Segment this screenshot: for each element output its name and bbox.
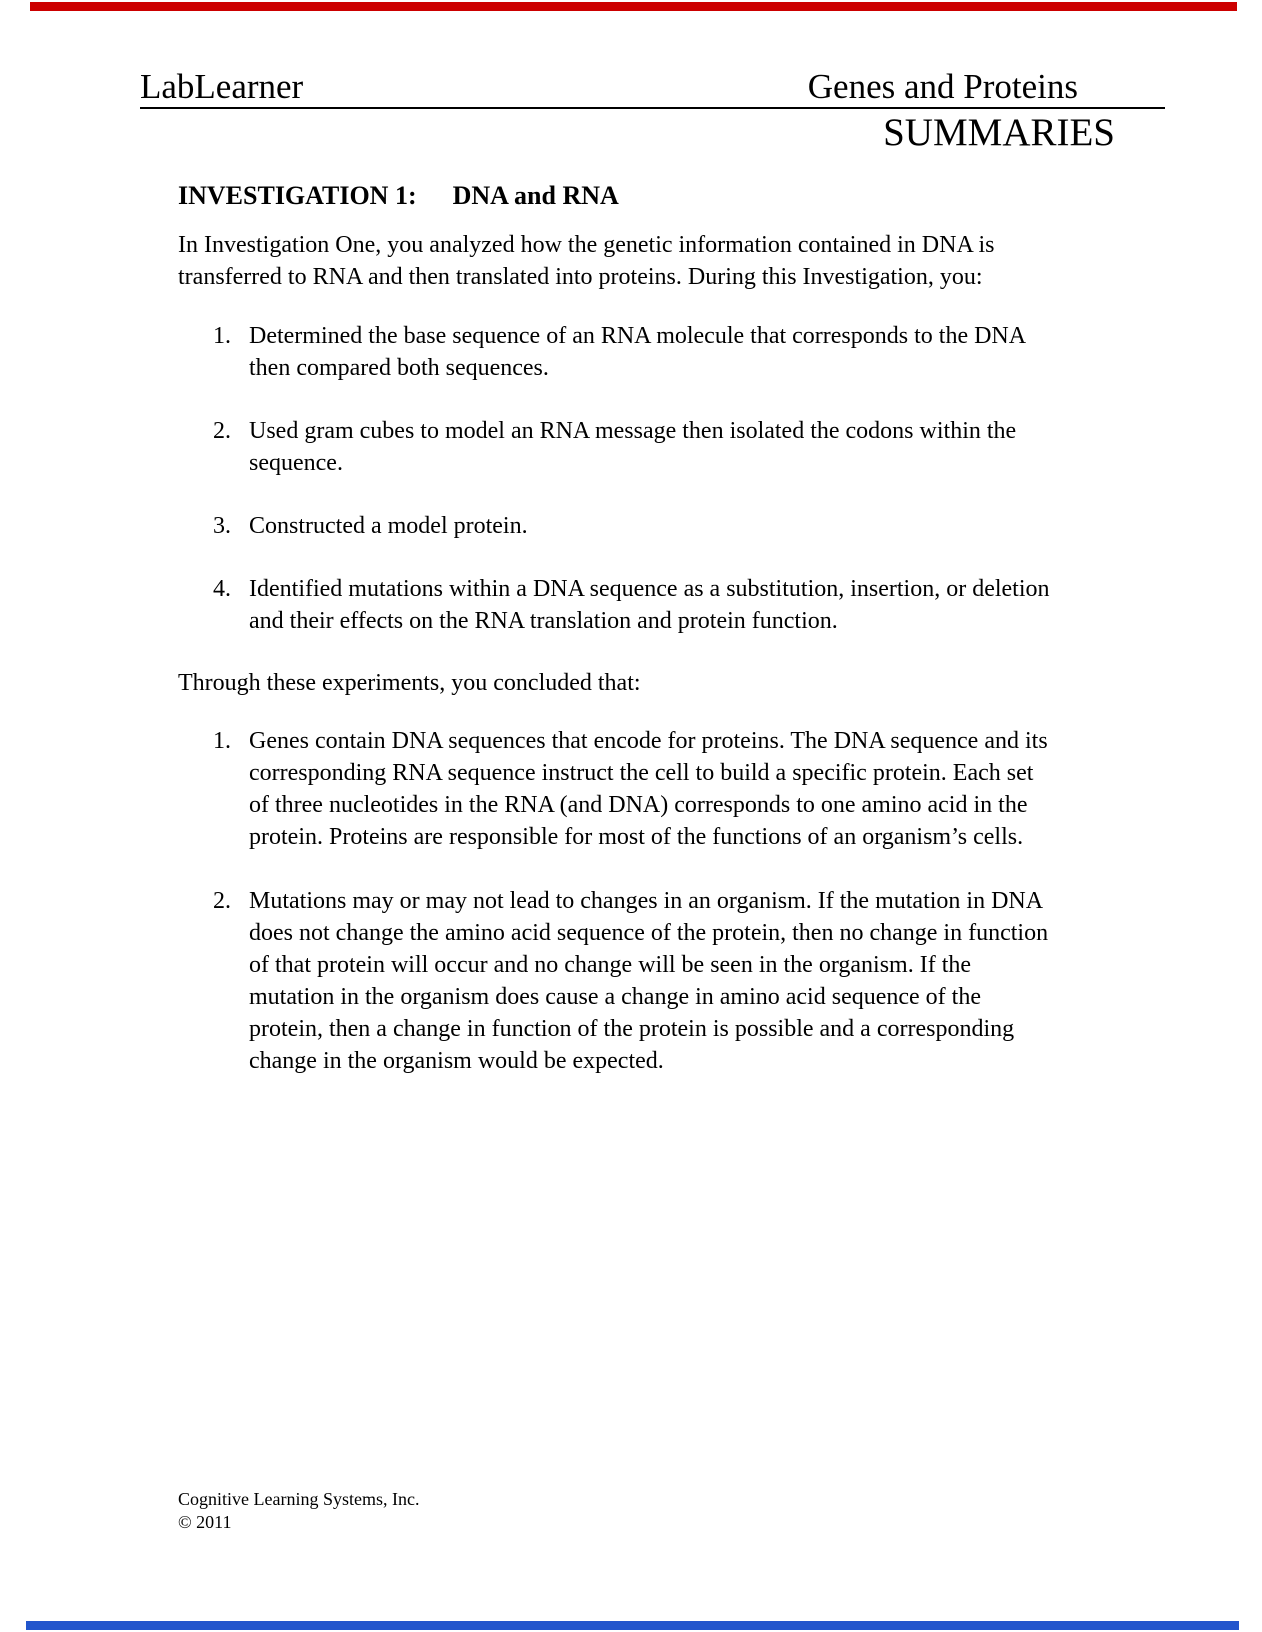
conclusion-item — [178, 885, 1055, 1077]
conclusion-number: 1. — [213, 728, 231, 754]
footer-copyright: © 2011 — [178, 1512, 232, 1532]
activity-item — [178, 320, 1055, 384]
activity-number: 4. — [213, 576, 231, 602]
conclusions-list — [178, 725, 1055, 1077]
section-heading — [178, 180, 1083, 212]
conclusion-number: 2. — [213, 888, 231, 914]
activity-text: Determined the base sequence of an RNA molecule that corresponds to the DNA then compared both sequences. — [249, 323, 1025, 381]
document-title: Genes and Proteins — [807, 67, 1078, 106]
footer-company: Cognitive Learning Systems, Inc. — [178, 1489, 420, 1509]
conclusions-intro: Through these experiments, you concluded that: — [178, 670, 641, 696]
activity-text: Used gram cubes to model an RNA message then isolated the codons within the sequence. — [249, 418, 1017, 476]
activity-number: 1. — [213, 323, 231, 349]
activity-text: Constructed a model protein. — [249, 513, 528, 539]
conclusion-text: Mutations may or may not lead to changes in an organism. If the mutation in DNA does not change the amino acid sequence of the protein, then no change in function of that protein will occur and no change will be seen in the organism. If the mutation in the organism does cause a change in amino acid sequence of the protein, then a change in function of the protein is possible and a corresponding change in the organism would be expected. — [249, 888, 1049, 1074]
activity-item — [178, 510, 1055, 542]
bottom-blue-bar — [26, 1621, 1239, 1630]
top-red-bar — [30, 2, 1237, 11]
document-subtitle: SUMMARIES — [883, 111, 1115, 154]
section-heading-topic: DNA and RNA — [452, 181, 619, 210]
section-heading-label: INVESTIGATION 1: — [178, 181, 417, 210]
conclusion-text: Genes contain DNA sequences that encode for proteins. The DNA sequence and its corresponding RNA sequence instruct the cell to build a specific protein. Each set of three nucleotides in the RNA (and DNA) corresponds to one amino acid in the protein. Proteins are responsible for most of the functions of an organism’s cells. — [249, 728, 1048, 850]
brand-name: LabLearner — [140, 67, 304, 106]
activity-item — [178, 415, 1055, 479]
header-divider — [140, 107, 1165, 109]
conclusion-item — [178, 725, 1055, 853]
activity-text: Identified mutations within a DNA sequence as a substitution, insertion, or deletion and their effects on the RNA translation and protein function. — [249, 576, 1050, 634]
activity-number: 2. — [213, 418, 231, 444]
page-footer — [178, 1488, 419, 1534]
intro-paragraph: In Investigation One, you analyzed how the genetic information contained in DNA is transferred to RNA and then translated into proteins. During this Investigation, you: — [178, 232, 995, 290]
activity-number: 3. — [213, 513, 231, 539]
document-body — [178, 180, 1083, 1077]
activities-list — [178, 320, 1055, 637]
activity-item — [178, 573, 1055, 637]
